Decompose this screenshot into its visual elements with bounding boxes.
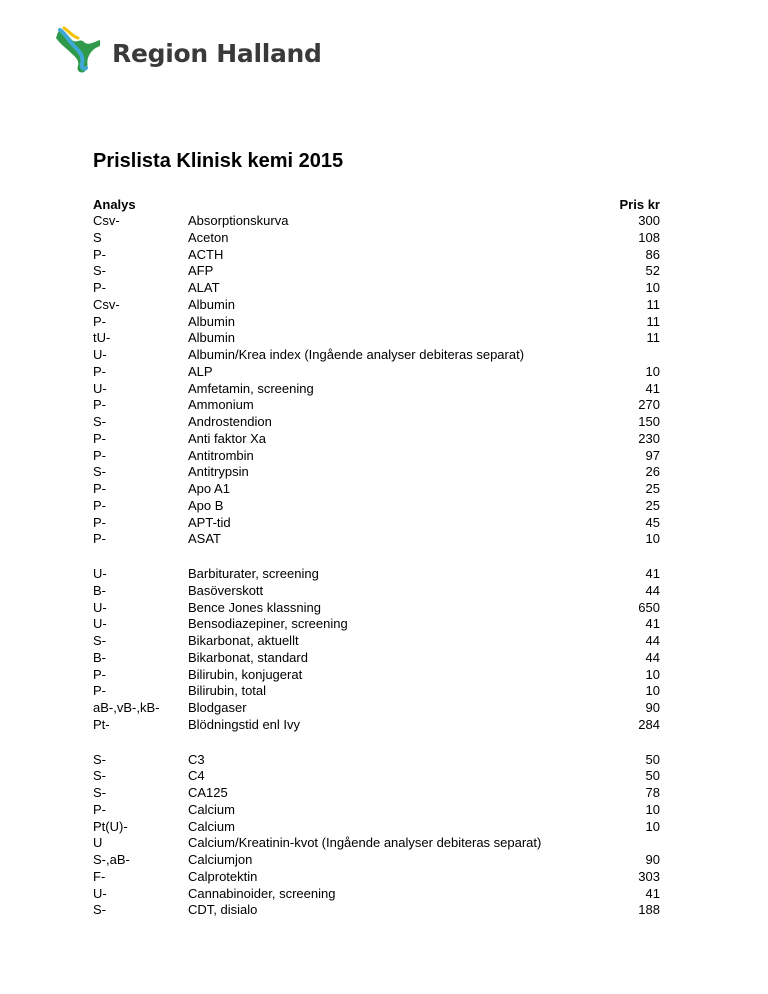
cell-sample-type: aB-,vB-,kB- (93, 700, 160, 715)
cell-analysis-name: Bence Jones klassning (188, 599, 321, 615)
table-row (93, 902, 660, 919)
table-row (93, 464, 660, 481)
table-row (93, 247, 660, 264)
table-row (93, 600, 660, 617)
cell-price: 90 (645, 700, 660, 715)
cell-analysis-name: Bilirubin, konjugerat (188, 666, 303, 682)
cell-price: 270 (638, 397, 660, 413)
group-spacer (93, 548, 660, 566)
cell-price: 86 (645, 246, 660, 262)
table-row (93, 768, 660, 785)
cell-sample-type: U- (93, 347, 107, 362)
cell-price: 45 (645, 514, 660, 530)
cell-analysis-name: Albumin (188, 330, 235, 346)
cell-sample-type: F- (93, 868, 106, 884)
cell-analysis-name: C4 (188, 768, 205, 784)
cell-price: 230 (638, 430, 660, 446)
cell-analysis-name: C3 (188, 751, 205, 767)
cell-sample-type: S- (93, 768, 106, 784)
region-halland-logo (54, 26, 322, 76)
table-body (93, 213, 660, 919)
cell-price: 41 (645, 616, 660, 632)
cell-analysis-name: Calciumjon (188, 852, 253, 867)
cell-sample-type: P- (93, 514, 106, 530)
cell-price: 150 (638, 414, 660, 429)
cell-analysis-name: Basöverskott (188, 582, 264, 598)
cell-analysis-name: Calprotektin (188, 868, 258, 884)
cell-price: 11 (646, 296, 660, 312)
table-row (93, 431, 660, 448)
region-halland-logo-icon (54, 26, 106, 76)
cell-sample-type: S- (93, 751, 106, 767)
table-row (93, 230, 660, 247)
cell-sample-type: S (93, 229, 102, 245)
cell-price: 41 (645, 380, 660, 396)
cell-analysis-name: Antitrypsin (188, 464, 249, 480)
table-row (93, 835, 660, 852)
cell-price: 188 (638, 902, 660, 918)
cell-price (590, 835, 660, 852)
cell-sample-type: P- (93, 683, 106, 699)
cell-sample-type: Csv- (93, 296, 120, 312)
logo-text: Region Halland (112, 38, 322, 68)
table-row (93, 347, 660, 364)
table-row (93, 515, 660, 532)
cell-sample-type: S- (93, 902, 106, 918)
cell-sample-type: P- (93, 280, 106, 295)
cell-sample-type: S- (93, 785, 106, 800)
cell-price: 300 (638, 213, 660, 228)
cell-analysis-name: Amfetamin, screening (188, 380, 314, 396)
cell-sample-type: B- (93, 582, 106, 598)
column-header-analys: Analys (93, 197, 136, 212)
cell-sample-type: tU- (93, 330, 111, 346)
cell-price: 25 (645, 481, 660, 496)
table-row (93, 869, 660, 886)
cell-price: 44 (645, 582, 660, 598)
cell-sample-type: S- (93, 263, 106, 279)
cell-sample-type: P- (93, 397, 106, 413)
table-row (93, 330, 660, 347)
cell-analysis-name: Albumin/Krea index (Ingående analyser debiteras separat) (188, 347, 525, 362)
cell-sample-type: P- (93, 531, 106, 547)
column-header-spacer (188, 196, 590, 213)
cell-price: 97 (645, 447, 660, 463)
cell-sample-type: U- (93, 616, 107, 632)
cell-price: 11 (646, 330, 660, 346)
cell-price: 10 (645, 683, 660, 699)
cell-analysis-name: Bikarbonat, aktuellt (188, 633, 299, 648)
cell-price: 50 (645, 751, 660, 767)
cell-sample-type: S- (93, 414, 106, 429)
cell-sample-type: P- (93, 481, 106, 496)
cell-analysis-name: Bikarbonat, standard (188, 649, 308, 665)
cell-analysis-name: Anti faktor Xa (188, 430, 267, 446)
cell-sample-type: S- (93, 464, 106, 480)
table-row (93, 752, 660, 769)
cell-analysis-name: ALAT (188, 280, 220, 295)
table-row (93, 802, 660, 819)
cell-analysis-name: APT-tid (188, 514, 231, 530)
cell-price: 108 (638, 229, 660, 245)
cell-analysis-name: Cannabinoider, screening (188, 885, 336, 901)
cell-sample-type: P- (93, 666, 106, 682)
cell-analysis-name: Aceton (188, 229, 229, 245)
table-row (93, 364, 660, 381)
cell-sample-type: U- (93, 599, 107, 615)
cell-analysis-name: CDT, disialo (188, 902, 258, 918)
cell-price: 303 (638, 868, 660, 884)
cell-analysis-name: Androstendion (188, 414, 272, 429)
cell-price: 41 (645, 566, 660, 581)
cell-analysis-name: Absorptionskurva (188, 213, 289, 228)
cell-price: 90 (645, 852, 660, 867)
cell-price: 10 (645, 666, 660, 682)
cell-price: 10 (645, 818, 660, 834)
cell-analysis-name: Antitrombin (188, 447, 254, 463)
column-header-pris: Pris kr (619, 197, 660, 212)
cell-price: 25 (645, 497, 660, 513)
cell-price: 10 (645, 280, 660, 295)
cell-analysis-name: Bensodiazepiner, screening (188, 616, 348, 632)
table-row (93, 263, 660, 280)
table-row (93, 700, 660, 717)
cell-analysis-name: Albumin (188, 296, 235, 312)
table-row (93, 498, 660, 515)
table-row (93, 531, 660, 548)
cell-analysis-name: Calcium (188, 818, 235, 834)
cell-sample-type: U (93, 835, 103, 851)
cell-price: 41 (645, 885, 660, 901)
cell-price: 26 (645, 464, 660, 480)
cell-analysis-name: ASAT (188, 531, 221, 547)
cell-analysis-name: Apo B (188, 497, 224, 513)
cell-sample-type: P- (93, 497, 106, 513)
cell-price: 52 (645, 263, 660, 279)
cell-analysis-name: ACTH (188, 246, 224, 262)
table-row (93, 650, 660, 667)
cell-sample-type: B- (93, 649, 106, 665)
cell-price: 78 (645, 785, 660, 800)
cell-sample-type: P- (93, 430, 106, 446)
table-header (93, 196, 660, 213)
cell-analysis-name: CA125 (188, 785, 228, 800)
table-row (93, 886, 660, 903)
table-row (93, 819, 660, 836)
cell-price: 10 (645, 531, 660, 547)
cell-analysis-name: Ammonium (188, 397, 254, 413)
table-row (93, 633, 660, 650)
cell-analysis-name: Apo A1 (188, 481, 230, 496)
cell-sample-type: S- (93, 633, 106, 648)
cell-analysis-name: Calcium/Kreatinin-kvot (Ingående analyser debiteras separat) (188, 835, 542, 851)
cell-price: 44 (645, 633, 660, 648)
cell-sample-type: U- (93, 885, 107, 901)
cell-sample-type: Pt- (93, 716, 110, 732)
cell-sample-type: Csv- (93, 213, 120, 228)
table-row (93, 314, 660, 331)
cell-price: 11 (646, 313, 660, 329)
table-row (93, 683, 660, 700)
cell-analysis-name: ALP (188, 363, 213, 379)
table-row (93, 448, 660, 465)
table-row (93, 414, 660, 431)
page-title: Prislista Klinisk kemi 2015 (93, 150, 344, 172)
table-row (93, 481, 660, 498)
cell-sample-type: P- (93, 313, 106, 329)
table-row (93, 785, 660, 802)
cell-price: 284 (638, 716, 660, 732)
table-row (93, 381, 660, 398)
table-row (93, 566, 660, 583)
cell-analysis-name: Bilirubin, total (188, 683, 267, 699)
price-table (93, 196, 660, 919)
cell-price: 650 (638, 599, 660, 615)
cell-analysis-name: Blodgaser (188, 700, 247, 715)
group-spacer (93, 734, 660, 752)
cell-sample-type: Pt(U)- (93, 818, 128, 834)
table-row (93, 616, 660, 633)
cell-analysis-name: Albumin (188, 313, 235, 329)
cell-sample-type: U- (93, 566, 107, 581)
table-row (93, 397, 660, 414)
cell-price (590, 347, 660, 364)
cell-sample-type: P- (93, 246, 106, 262)
cell-analysis-name: Calcium (188, 801, 235, 817)
cell-price: 44 (645, 649, 660, 665)
cell-price: 10 (645, 363, 660, 379)
cell-analysis-name: Barbiturater, screening (188, 566, 319, 581)
table-row (93, 213, 660, 230)
cell-sample-type: P- (93, 363, 106, 379)
cell-price: 50 (645, 768, 660, 784)
table-row (93, 280, 660, 297)
table-row (93, 852, 660, 869)
cell-sample-type: P- (93, 447, 106, 463)
table-row (93, 297, 660, 314)
cell-analysis-name: AFP (188, 263, 214, 279)
table-row (93, 717, 660, 734)
table-row (93, 667, 660, 684)
cell-analysis-name: Blödningstid enl Ivy (188, 716, 301, 732)
cell-price: 10 (645, 801, 660, 817)
cell-sample-type: U- (93, 380, 107, 396)
table-row (93, 583, 660, 600)
cell-sample-type: S-,aB- (93, 852, 130, 867)
cell-sample-type: P- (93, 801, 106, 817)
